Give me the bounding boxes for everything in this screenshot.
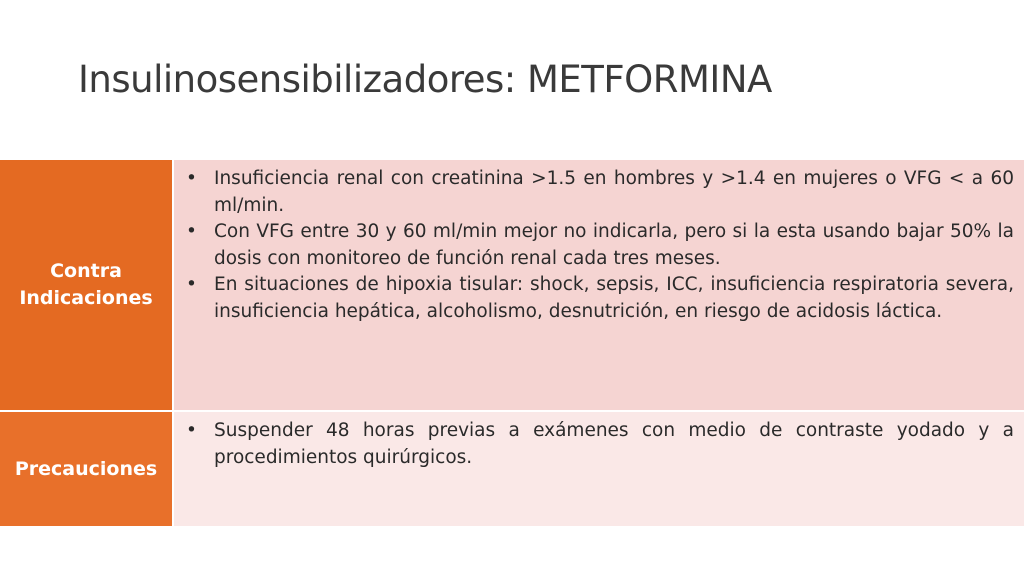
row-header-line: Contra bbox=[50, 260, 122, 282]
table-row-precautions bbox=[0, 411, 1024, 526]
list-item bbox=[184, 166, 1014, 219]
list-item bbox=[184, 219, 1014, 272]
list-item bbox=[184, 272, 1014, 325]
list-item bbox=[184, 418, 1014, 471]
table-row-contraindications bbox=[0, 160, 1024, 411]
bullet-text: Suspender 48 horas previas a exámenes con medio de contraste yodado y a procedimientos quirúrgicos. bbox=[214, 420, 1014, 468]
bullet-list bbox=[174, 160, 1024, 325]
bullet-icon: • bbox=[186, 221, 197, 242]
bullet-text: Con VFG entre 30 y 60 ml/min mejor no indicarla, pero si la esta usando bajar 50% la dosis con monitoreo de función renal cada tres meses. bbox=[214, 221, 1014, 269]
bullet-text: Insuficiencia renal con creatinina >1.5 en hombres y >1.4 en mujeres o VFG < a 60 ml/min. bbox=[214, 168, 1014, 216]
bullet-icon: • bbox=[186, 420, 197, 441]
bullet-text: En situaciones de hipoxia tisular: shock, sepsis, ICC, insuficiencia respiratoria severa, insuficiencia hepática, alcoholismo, desnutrición, en riesgo de acidosis láctica. bbox=[214, 274, 1014, 322]
row-header-precautions bbox=[0, 411, 173, 526]
metformin-info-table bbox=[0, 160, 1024, 526]
row-header-line: Precauciones bbox=[14, 457, 158, 480]
row-body-contraindications bbox=[173, 160, 1024, 411]
bullet-list bbox=[174, 412, 1024, 471]
row-header-line: Indicaciones bbox=[19, 287, 153, 309]
row-body-precautions bbox=[173, 411, 1024, 526]
bullet-icon: • bbox=[186, 168, 197, 189]
bullet-icon: • bbox=[186, 274, 197, 295]
slide-title: Insulinosensibilizadores: METFORMINA bbox=[78, 58, 772, 101]
row-header-contraindications bbox=[0, 160, 173, 411]
